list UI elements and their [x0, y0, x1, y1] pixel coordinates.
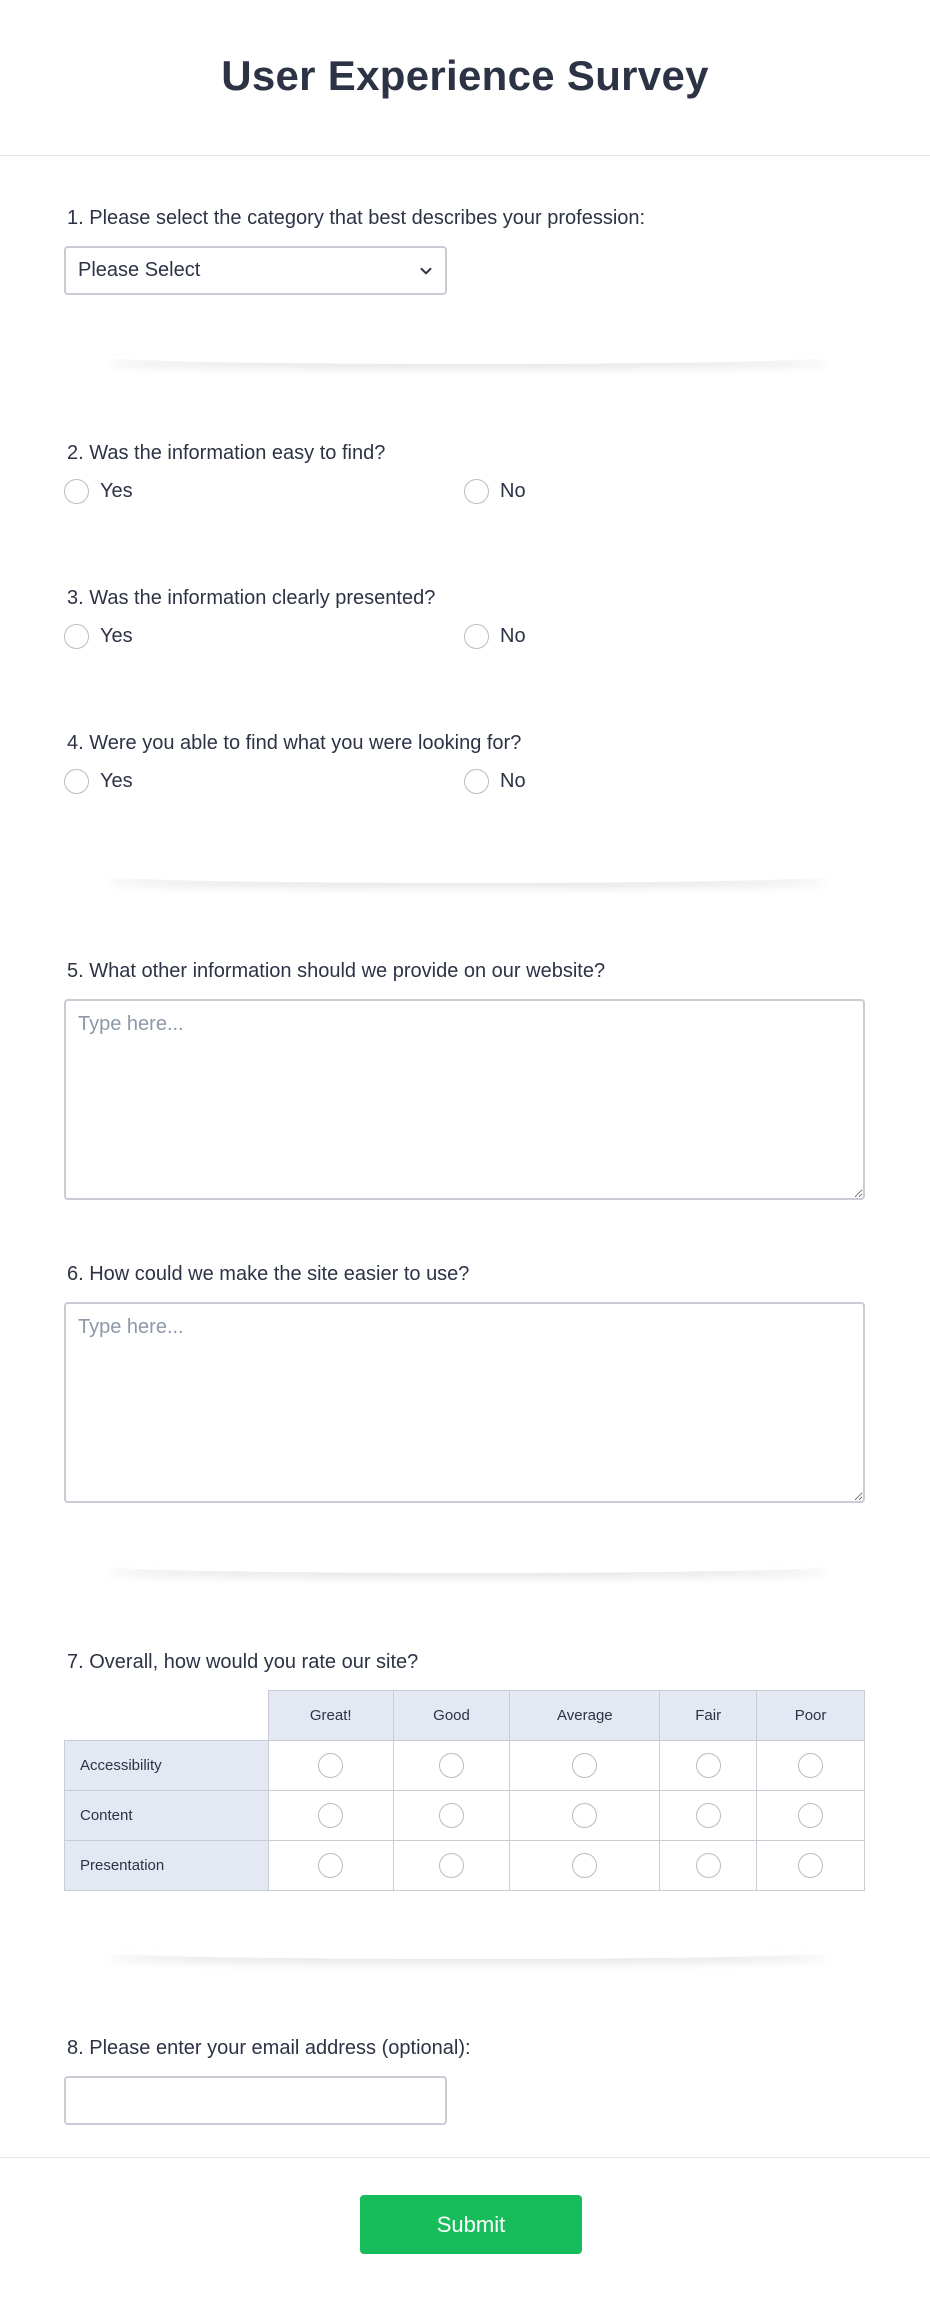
q2-option-no[interactable]	[464, 479, 864, 504]
matrix-row-label: Accessibility	[65, 1741, 269, 1791]
site-usability-textarea[interactable]	[64, 1302, 865, 1503]
radio-label: No	[500, 769, 526, 792]
matrix-row-label: Content	[65, 1791, 269, 1841]
section-divider	[105, 1945, 830, 1959]
radio-button[interactable]	[572, 1853, 597, 1878]
question-7-label: 7. Overall, how would you rate our site?	[67, 1651, 419, 1673]
question-2	[0, 441, 929, 505]
question-3-label: 3. Was the information clearly presented?	[67, 587, 436, 609]
other-information-textarea[interactable]	[64, 999, 865, 1200]
radio-button[interactable]	[696, 1803, 721, 1828]
radio-button[interactable]	[572, 1753, 597, 1778]
matrix-cell[interactable]	[268, 1741, 393, 1791]
radio-button[interactable]	[318, 1853, 343, 1878]
q4-option-yes[interactable]	[64, 769, 464, 794]
radio-label: Yes	[100, 479, 133, 502]
matrix-cell[interactable]	[510, 1791, 660, 1841]
radio-button[interactable]	[439, 1853, 464, 1878]
question-1	[0, 206, 710, 295]
form-footer	[0, 2157, 930, 2304]
radio-button[interactable]	[798, 1753, 823, 1778]
matrix-cell[interactable]	[757, 1741, 865, 1791]
matrix-cell[interactable]	[393, 1791, 510, 1841]
form-title: User Experience Survey	[221, 51, 709, 99]
matrix-column-header: Good	[393, 1691, 510, 1741]
q3-option-no[interactable]	[464, 624, 864, 649]
matrix-row	[65, 1741, 865, 1791]
question-6-label: 6. How could we make the site easier to use?	[67, 1263, 470, 1285]
question-6	[0, 1262, 930, 1503]
matrix-column-header: Average	[510, 1691, 660, 1741]
radio-label: No	[500, 479, 526, 502]
matrix-corner	[65, 1691, 269, 1741]
radio-button[interactable]	[572, 1803, 597, 1828]
matrix-cell[interactable]	[757, 1841, 865, 1891]
radio-button[interactable]	[696, 1753, 721, 1778]
matrix-column-header: Poor	[757, 1691, 865, 1741]
radio-button[interactable]	[798, 1803, 823, 1828]
radio-button[interactable]	[318, 1803, 343, 1828]
radio-button[interactable]	[318, 1753, 343, 1778]
radio-button[interactable]	[64, 479, 89, 504]
question-3	[0, 586, 929, 650]
question-5	[0, 959, 930, 1200]
matrix-column-header: Fair	[660, 1691, 757, 1741]
rating-matrix	[64, 1690, 865, 1891]
question-1-label: 1. Please select the category that best describes your profession:	[67, 207, 646, 229]
profession-select[interactable]	[64, 246, 447, 295]
q3-option-yes[interactable]	[64, 624, 464, 649]
matrix-cell[interactable]	[660, 1841, 757, 1891]
matrix-cell[interactable]	[510, 1841, 660, 1891]
q2-option-yes[interactable]	[64, 479, 464, 504]
matrix-row-label: Presentation	[65, 1841, 269, 1891]
section-divider	[105, 1559, 830, 1573]
radio-button[interactable]	[64, 769, 89, 794]
matrix-cell[interactable]	[393, 1741, 510, 1791]
section-divider	[105, 869, 830, 883]
matrix-column-header: Great!	[268, 1691, 393, 1741]
matrix-cell[interactable]	[660, 1791, 757, 1841]
matrix-cell[interactable]	[660, 1741, 757, 1791]
matrix-cell[interactable]	[268, 1791, 393, 1841]
radio-button[interactable]	[439, 1803, 464, 1828]
submit-button[interactable]: Submit	[360, 2195, 582, 2254]
radio-button[interactable]	[696, 1853, 721, 1878]
question-4-label: 4. Were you able to find what you were looking for?	[67, 732, 522, 754]
question-2-label: 2. Was the information easy to find?	[67, 442, 386, 464]
question-4	[0, 731, 929, 795]
section-divider	[105, 350, 830, 364]
q4-option-no[interactable]	[464, 769, 864, 794]
question-8	[0, 2036, 536, 2125]
email-input[interactable]	[64, 2076, 447, 2125]
form-header	[0, 0, 930, 156]
matrix-cell[interactable]	[393, 1841, 510, 1891]
radio-button[interactable]	[464, 479, 489, 504]
radio-label: No	[500, 624, 526, 647]
matrix-cell[interactable]	[268, 1841, 393, 1891]
question-7	[0, 1650, 930, 1891]
radio-button[interactable]	[464, 769, 489, 794]
question-5-label: 5. What other information should we provide on our website?	[67, 960, 606, 982]
radio-button[interactable]	[439, 1753, 464, 1778]
matrix-cell[interactable]	[510, 1741, 660, 1791]
matrix-row	[65, 1791, 865, 1841]
profession-select-value: Please Select	[78, 259, 201, 281]
radio-label: Yes	[100, 769, 133, 792]
chevron-down-icon	[419, 264, 433, 278]
matrix-row	[65, 1841, 865, 1891]
radio-button[interactable]	[64, 624, 89, 649]
radio-label: Yes	[100, 624, 133, 647]
radio-button[interactable]	[798, 1853, 823, 1878]
matrix-cell[interactable]	[757, 1791, 865, 1841]
radio-button[interactable]	[464, 624, 489, 649]
question-8-label: 8. Please enter your email address (optional):	[67, 2037, 471, 2059]
